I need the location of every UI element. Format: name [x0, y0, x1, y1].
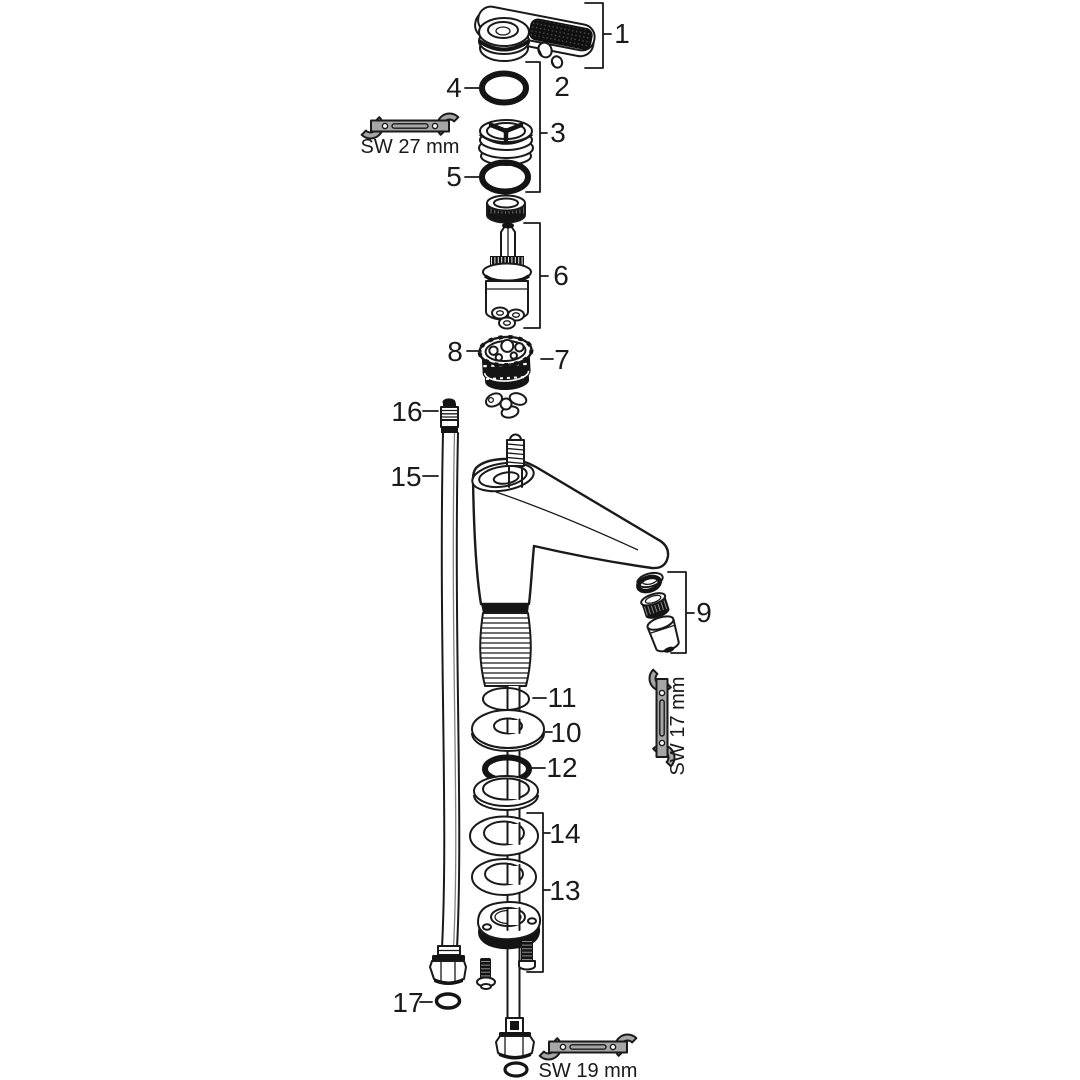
- faucet-body: [470, 435, 668, 687]
- part-label-9: 9: [696, 597, 712, 628]
- part-handle: [473, 4, 597, 69]
- part-label-7: 7: [554, 344, 570, 375]
- part-label-6: 6: [553, 260, 569, 291]
- part-knurled-nut: [487, 196, 525, 223]
- part-label-4: 4: [446, 72, 462, 103]
- part-label-14: 14: [549, 818, 581, 849]
- part-snap-ring: [483, 688, 529, 710]
- part-label-17: 17: [392, 987, 424, 1018]
- part-spider-clip: [484, 391, 528, 419]
- part-label-8: 8: [447, 336, 463, 367]
- part-small-o-ring: [437, 994, 460, 1008]
- wrench-label-sw19: SW 19 mm: [538, 1060, 638, 1080]
- part-cartridge: [483, 223, 531, 329]
- part-label-2: 2: [554, 71, 570, 102]
- part-label-12: 12: [546, 752, 578, 783]
- part-label-1: 1: [614, 18, 630, 49]
- rod-bottom-fitting: [496, 1018, 534, 1076]
- part-fixation-screw-right: [519, 938, 535, 970]
- supply-hose: [430, 398, 466, 985]
- part-label-5: 5: [446, 161, 462, 192]
- part-fixation-screw-left: [477, 958, 495, 989]
- part-label-15: 15: [390, 461, 422, 492]
- wrench-label-sw27: SW 27 mm: [360, 136, 460, 158]
- part-flow-regulator: [479, 336, 534, 392]
- part-label-10: 10: [550, 717, 582, 748]
- wrench-label-sw17: SW 17 mm: [667, 676, 689, 776]
- part-o-ring-top: [482, 74, 526, 103]
- part-label-3: 3: [550, 117, 566, 148]
- part-label-13: 13: [549, 875, 581, 906]
- washer-stack: [470, 688, 544, 989]
- part-label-16: 16: [391, 396, 423, 427]
- part-o-ring-lower: [482, 163, 528, 192]
- part-label-11: 11: [547, 682, 577, 713]
- part-retaining-nut: [479, 120, 533, 165]
